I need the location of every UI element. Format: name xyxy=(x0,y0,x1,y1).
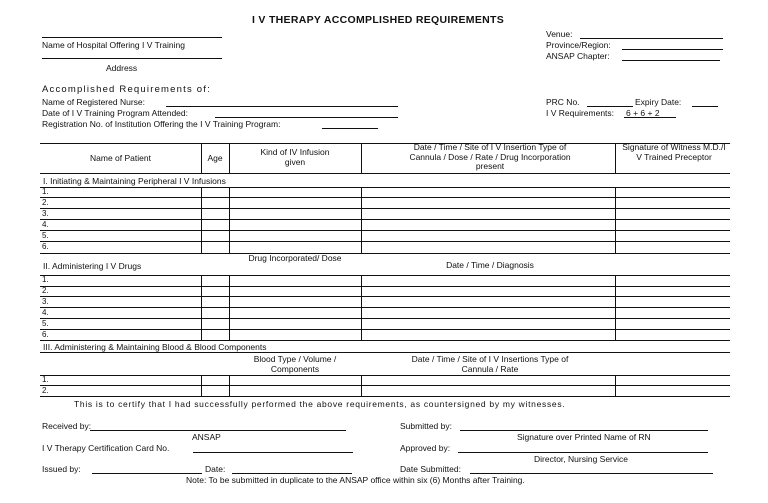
form-title: I V THERAPY ACCOMPLISHED REQUIREMENTS xyxy=(252,14,505,26)
row-number: 6. xyxy=(42,330,49,339)
iv-req-value: 6 + 6 + 2 xyxy=(626,108,660,118)
venue-label: Venue: xyxy=(546,29,573,39)
expiry-field[interactable] xyxy=(692,106,718,107)
row-number: 1. xyxy=(42,187,49,196)
chapter-field[interactable] xyxy=(622,60,720,61)
col-divider xyxy=(201,375,202,396)
table-bottom-line xyxy=(40,396,730,397)
row-line xyxy=(40,241,730,242)
col-header-signature: Signature of Witness M.D./I V Trained Preceptor xyxy=(622,142,726,162)
issued-by-field[interactable] xyxy=(92,473,202,474)
chapter-label: ANSAP Chapter: xyxy=(546,51,610,61)
venue-field[interactable] xyxy=(580,38,723,39)
section3-col3-header: Blood Type / Volume / Components xyxy=(253,354,337,374)
nurse-field[interactable] xyxy=(166,106,398,107)
row-number: 4. xyxy=(42,220,49,229)
province-field[interactable] xyxy=(622,49,723,50)
cert-card-field[interactable] xyxy=(193,452,353,453)
row-number: 3. xyxy=(42,209,49,218)
col-header-age: Age xyxy=(207,153,223,163)
date-program-label: Date of I V Training Program Attended: xyxy=(42,108,188,118)
row-line xyxy=(40,318,730,319)
col-divider xyxy=(201,275,202,340)
nurse-label: Name of Registered Nurse: xyxy=(42,97,145,107)
row-number: 2. xyxy=(42,286,49,295)
col-divider xyxy=(361,275,362,340)
col-divider xyxy=(201,187,202,253)
row-number: 1. xyxy=(42,375,49,384)
approved-by-label: Approved by: xyxy=(400,443,451,453)
row-number: 5. xyxy=(42,319,49,328)
col-divider xyxy=(615,375,616,396)
section3-col4-header: Date / Time / Site of I V Insertions Type of Cannula / Rate xyxy=(411,354,569,374)
section2-col4-header: Date / Time / Diagnosis xyxy=(446,260,534,270)
section1-title: I. Initiating & Maintaining Peripheral I V Infusions xyxy=(43,176,226,186)
registration-label: Registration No. of Institution Offering the I V Training Program: xyxy=(42,119,281,129)
section1-line xyxy=(40,187,730,188)
row-line xyxy=(40,340,730,341)
registration-field[interactable] xyxy=(322,128,378,129)
received-by-field[interactable] xyxy=(90,430,346,431)
date-label: Date: xyxy=(205,464,226,474)
cert-card-label: I V Therapy Certification Card No. xyxy=(42,443,170,453)
row-number: 4. xyxy=(42,308,49,317)
row-number: 2. xyxy=(42,198,49,207)
section3-title: III. Administering & Maintaining Blood & Blood Components xyxy=(43,342,267,352)
col-divider xyxy=(361,143,362,173)
row-line xyxy=(40,286,730,287)
submitted-by-field[interactable] xyxy=(460,430,708,431)
date-submitted-field[interactable] xyxy=(470,473,713,474)
date-submitted-label: Date Submitted: xyxy=(400,464,461,474)
ansap-label: ANSAP xyxy=(192,432,221,442)
row-line xyxy=(40,219,730,220)
row-number: 1. xyxy=(42,275,49,284)
col-divider xyxy=(229,143,230,173)
col-header-patient: Name of Patient xyxy=(90,153,151,163)
col-divider xyxy=(229,187,230,253)
row-line xyxy=(40,385,730,386)
section2-line xyxy=(40,275,730,276)
section2-title: II. Administering I V Drugs xyxy=(43,261,142,271)
col-divider xyxy=(229,275,230,340)
row-line xyxy=(40,230,730,231)
submission-note: Note: To be submitted in duplicate to the ANSAP office within six (6) Months after Training. xyxy=(186,475,525,485)
expiry-label: Expiry Date: xyxy=(635,97,682,107)
hospital-name-line[interactable] xyxy=(42,37,222,38)
date-program-field[interactable] xyxy=(215,117,398,118)
col-divider xyxy=(615,275,616,340)
province-label: Province/Region: xyxy=(546,40,611,50)
prc-label: PRC No. xyxy=(546,97,580,107)
row-line xyxy=(40,253,730,254)
header-bottom-line xyxy=(40,173,730,174)
row-number: 5. xyxy=(42,231,49,240)
date-field[interactable] xyxy=(232,473,352,474)
certify-statement: This is to certify that I had successfully performed the above requirements, as countersigned by my witnesses. xyxy=(74,399,566,409)
address-label: Address xyxy=(106,63,138,73)
col-divider xyxy=(615,143,616,173)
iv-req-label: I V Requirements: xyxy=(546,108,615,118)
signature-rn-label: Signature over Printed Name of RN xyxy=(517,432,651,442)
row-line xyxy=(40,307,730,308)
col-header-details: Date / Time / Site of I V Insertion Type of Cannula / Dose / Rate / Drug Incorporation present xyxy=(409,142,571,171)
section3-line xyxy=(40,352,730,353)
approved-by-field[interactable] xyxy=(458,452,708,453)
col-divider xyxy=(361,375,362,396)
address-line[interactable] xyxy=(42,58,222,59)
issued-by-label: Issued by: xyxy=(42,464,81,474)
hospital-label: Name of Hospital Offering I V Training xyxy=(42,40,185,50)
section2-col3-header: Drug Incorporated/ Dose xyxy=(248,253,342,263)
row-number: 3. xyxy=(42,297,49,306)
accomplished-heading: Accomplished Requirements of: xyxy=(42,84,211,95)
prc-field[interactable] xyxy=(587,106,633,107)
col-divider xyxy=(361,187,362,253)
row-line xyxy=(40,208,730,209)
iv-req-underline xyxy=(624,117,676,118)
row-number: 2. xyxy=(42,386,49,395)
row-number: 6. xyxy=(42,242,49,251)
section3-header-line xyxy=(40,375,730,376)
col-divider xyxy=(229,375,230,396)
submitted-by-label: Submitted by: xyxy=(400,421,452,431)
received-by-label: Received by: xyxy=(42,421,92,431)
row-line xyxy=(40,296,730,297)
director-label: Director, Nursing Service xyxy=(534,454,629,464)
row-line xyxy=(40,197,730,198)
col-header-kind: Kind of IV Infusion given xyxy=(260,147,330,167)
col-divider xyxy=(615,187,616,253)
row-line xyxy=(40,329,730,330)
